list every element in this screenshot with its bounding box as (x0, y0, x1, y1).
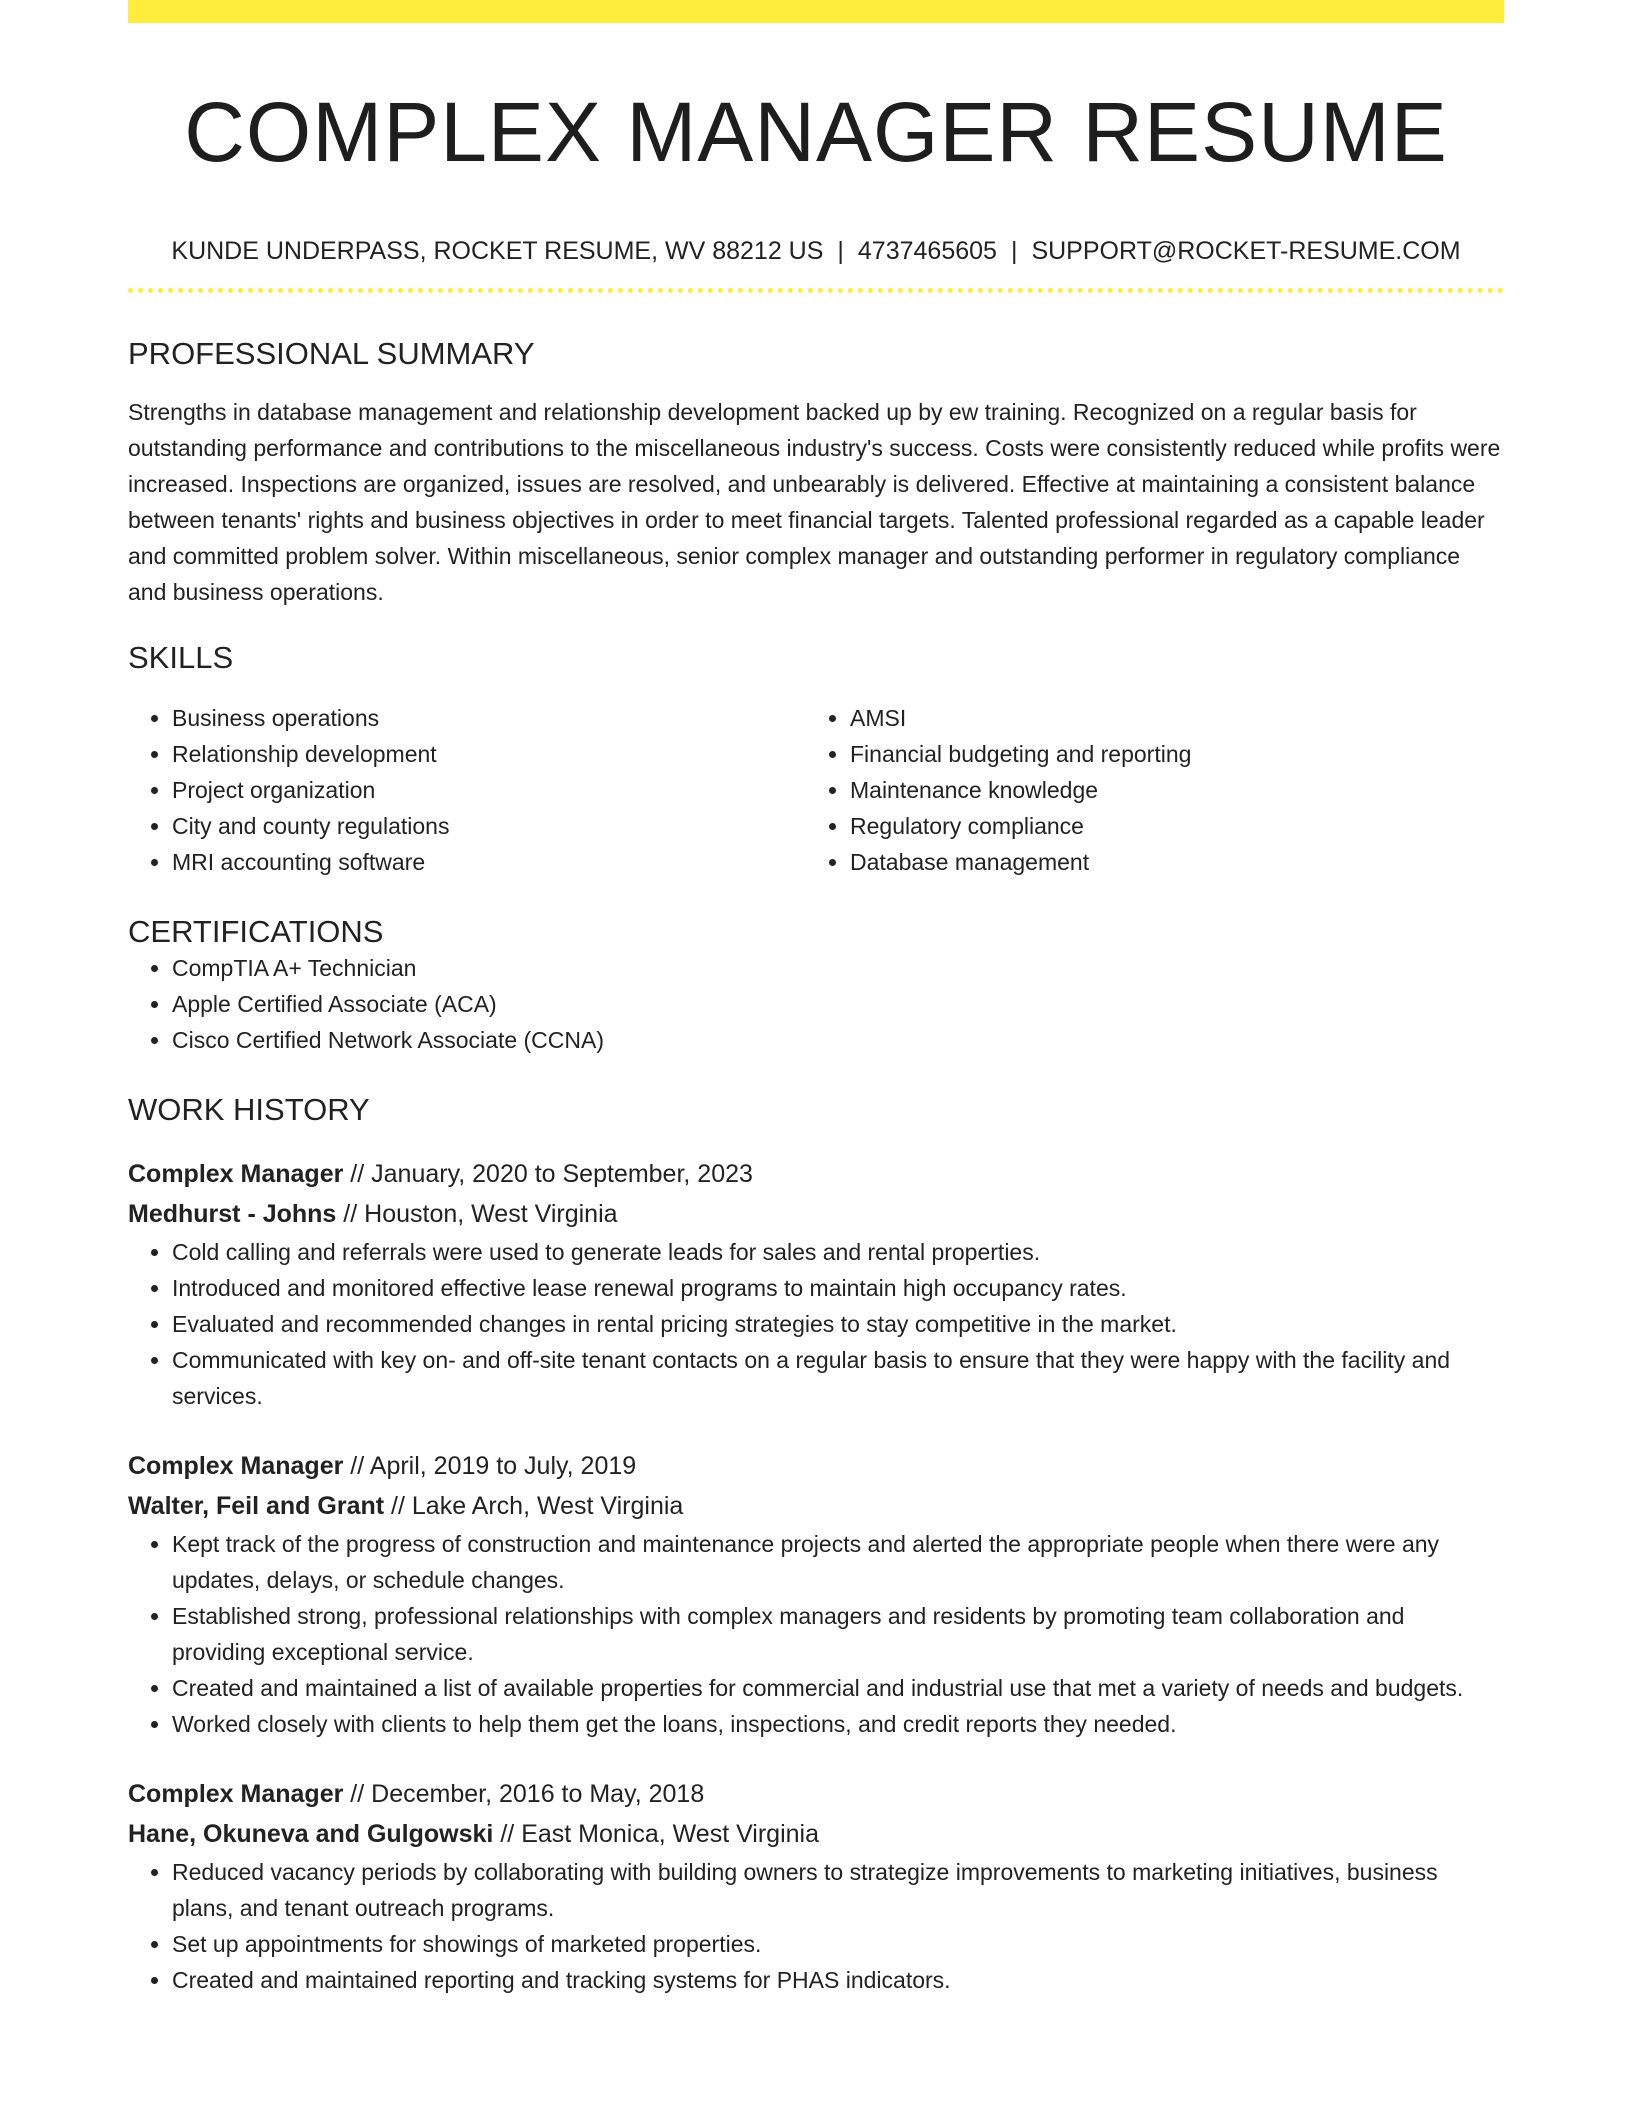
contact-email: SUPPORT@ROCKET-RESUME.COM (1031, 237, 1461, 265)
job-separator: // (350, 1780, 365, 1808)
job-company: Walter, Feil and Grant (128, 1492, 385, 1520)
job-bullet: • Established strong, professional relationships with complex managers and residents by promoting team collaboration and providing exceptional service. (172, 1598, 1504, 1670)
job-dates: January, 2020 to September, 2023 (371, 1160, 753, 1188)
skill-item: • Regulatory compliance (850, 808, 1484, 844)
dotted-divider (128, 288, 1504, 293)
job-company: Hane, Okuneva and Gulgowski (128, 1820, 494, 1848)
job-title-line (128, 1446, 1504, 1486)
job-location: Houston, West Virginia (364, 1200, 618, 1228)
job-entry (128, 1154, 1504, 1414)
job-bullet: • Set up appointments for showings of marketed properties. (172, 1926, 1504, 1962)
summary-heading: PROFESSIONAL SUMMARY (128, 336, 535, 371)
job-dates: April, 2019 to July, 2019 (369, 1452, 637, 1480)
certification-item: • CompTIA A+ Technician (172, 950, 1504, 986)
contact-address: KUNDE UNDERPASS, ROCKET RESUME, WV 88212 US (171, 237, 824, 265)
job-title: Complex Manager (128, 1160, 344, 1188)
contact-phone: 4737465605 (857, 237, 997, 265)
certification-item: • Cisco Certified Network Associate (CCNA) (172, 1022, 1504, 1058)
job-entry (128, 1774, 1504, 1998)
contact-separator: | (1010, 237, 1018, 265)
contact-line (128, 236, 1504, 266)
certifications-heading: CERTIFICATIONS (128, 914, 384, 949)
job-title-line (128, 1154, 1504, 1194)
job-company-line (128, 1486, 1504, 1526)
skills-columns (128, 700, 1504, 880)
skill-item: • Relationship development (172, 736, 806, 772)
skill-item: • MRI accounting software (172, 844, 806, 880)
skills-left-list (128, 700, 806, 880)
job-title-line (128, 1774, 1504, 1814)
skill-item: • Business operations (172, 700, 806, 736)
work-history-heading: WORK HISTORY (128, 1092, 370, 1127)
summary-text: Strengths in database management and relationship development backed up by ew training. Recognized on a regular basis for outstanding performance and contributions to the miscellaneous industry's success. Costs were consistently reduced while profits were increased. Inspections are organized, issues are resolved, and unbearably is delivered. Effective at maintaining a consistent balance between tenants' rights and business objectives in order to meet financial targets. Talented professional regarded as a capable leader and committed problem solver. Within miscellaneous, senior complex manager and outstanding performer in regulatory compliance and business operations. (128, 399, 1501, 605)
job-location: East Monica, West Virginia (521, 1820, 820, 1848)
skill-item: • Database management (850, 844, 1484, 880)
job-bullets (128, 1234, 1504, 1414)
job-bullet: • Reduced vacancy periods by collaborating with building owners to strategize improvements to marketing initiatives, business plans, and tenant outreach programs. (172, 1854, 1504, 1926)
job-title: Complex Manager (128, 1780, 344, 1808)
job-bullets (128, 1526, 1504, 1742)
job-separator: // (350, 1160, 365, 1188)
job-bullet: • Communicated with key on- and off-site tenant contacts on a regular basis to ensure that they were happy with the facility and services. (172, 1342, 1504, 1414)
job-bullet: • Kept track of the progress of construction and maintenance projects and alerted the appropriate people when there were any updates, delays, or schedule changes. (172, 1526, 1504, 1598)
job-location: Lake Arch, West Virginia (411, 1492, 684, 1520)
skill-item: • Project organization (172, 772, 806, 808)
skill-item: • Financial budgeting and reporting (850, 736, 1484, 772)
skills-heading: SKILLS (128, 640, 234, 675)
resume-content (128, 0, 1504, 1998)
skills-left-column (128, 700, 806, 880)
page-title: COMPLEX MANAGER RESUME (184, 85, 1448, 179)
skills-right-column (806, 700, 1484, 880)
job-dates: December, 2016 to May, 2018 (371, 1780, 705, 1808)
job-bullet: • Cold calling and referrals were used to generate leads for sales and rental properties. (172, 1234, 1504, 1270)
skills-right-list (806, 700, 1484, 880)
job-bullet: • Created and maintained a list of available properties for commercial and industrial use that met a variety of needs and budgets. (172, 1670, 1504, 1706)
job-bullet: • Worked closely with clients to help them get the loans, inspections, and credit reports they needed. (172, 1706, 1504, 1742)
skill-item: • Maintenance knowledge (850, 772, 1484, 808)
job-company: Medhurst - Johns (128, 1200, 337, 1228)
job-separator: // (500, 1820, 515, 1848)
job-bullets (128, 1854, 1504, 1998)
contact-separator: | (837, 237, 844, 265)
job-separator: // (391, 1492, 405, 1520)
certifications-list (128, 950, 1504, 1058)
job-title: Complex Manager (128, 1452, 344, 1480)
certification-item: • Apple Certified Associate (ACA) (172, 986, 1504, 1022)
job-separator: // (343, 1200, 358, 1228)
job-company-line (128, 1814, 1504, 1854)
job-entry (128, 1446, 1504, 1742)
job-separator: // (350, 1452, 365, 1480)
job-bullet: • Created and maintained reporting and tracking systems for PHAS indicators. (172, 1962, 1504, 1998)
skill-item: • City and county regulations (172, 808, 806, 844)
job-bullet: • Introduced and monitored effective lease renewal programs to maintain high occupancy rates. (172, 1270, 1504, 1306)
job-bullet: • Evaluated and recommended changes in rental pricing strategies to stay competitive in the market. (172, 1306, 1504, 1342)
skill-item: • AMSI (850, 700, 1484, 736)
job-company-line (128, 1194, 1504, 1234)
